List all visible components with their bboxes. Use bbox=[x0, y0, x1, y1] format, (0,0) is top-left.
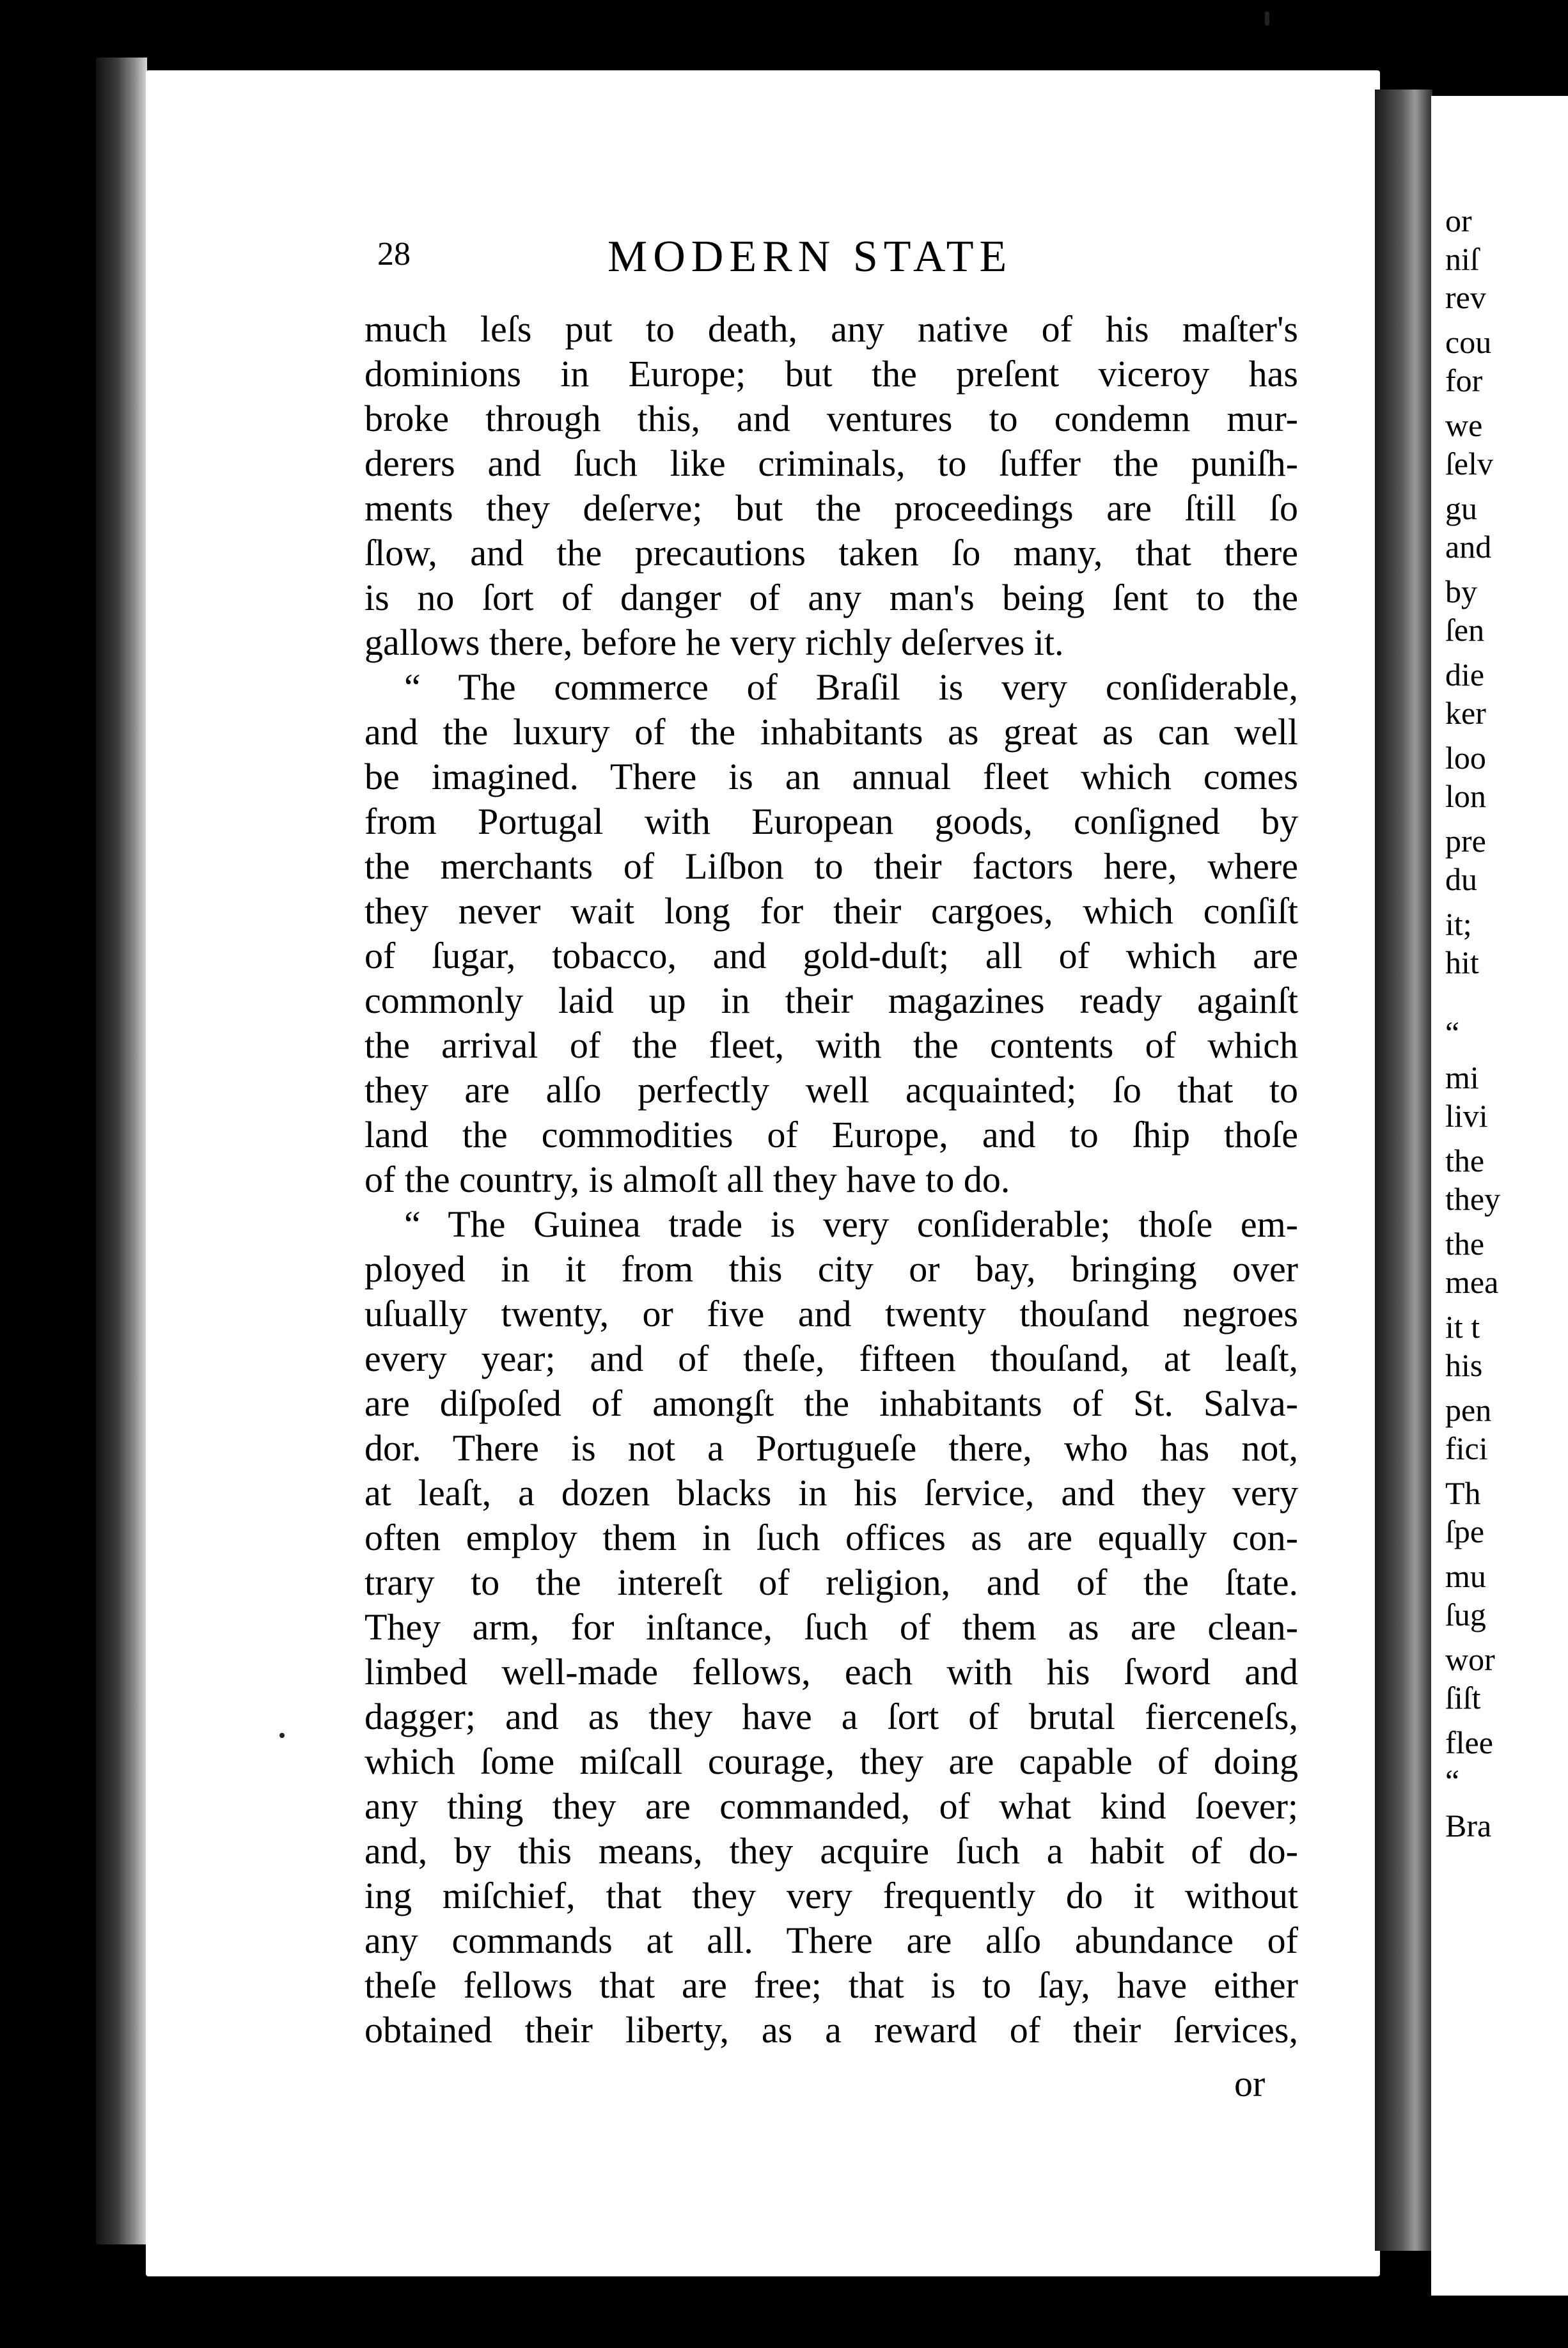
facing-page-fragment: they bbox=[1445, 1181, 1501, 1217]
text-line: and, by this means, they acquire ſuch a habit of do- bbox=[365, 1830, 1298, 1872]
text-line: any thing they are commanded, of what kind ſoever; bbox=[365, 1785, 1298, 1827]
facing-page-fragment: ſelv bbox=[1445, 446, 1493, 481]
text-line: any commands at all. There are alſo abundance of bbox=[365, 1920, 1298, 1961]
catchword: or bbox=[1234, 2063, 1266, 2104]
facing-page-fragment: and bbox=[1445, 529, 1492, 565]
facing-page-fragment: mi bbox=[1445, 1060, 1479, 1095]
text-line: ployed in it from this city or bay, bringing over bbox=[365, 1248, 1298, 1290]
text-line: derers and ſuch like criminals, to ſuffer the puniſh- bbox=[365, 442, 1298, 484]
running-head: MODERN STATE bbox=[608, 232, 1013, 281]
page-header bbox=[377, 232, 1094, 286]
facing-page-fragment: Th bbox=[1445, 1475, 1481, 1511]
text-line: gallows there, before he very richly deſerves it. bbox=[365, 622, 1064, 663]
text-line: from Portugal with European goods, conſigned by bbox=[365, 801, 1298, 842]
text-line: dor. There is not a Portugueſe there, who has not, bbox=[365, 1427, 1298, 1469]
facing-page-fragment: ſug bbox=[1445, 1597, 1486, 1632]
text-line: often employ them in ſuch offices as are equally con- bbox=[365, 1517, 1298, 1558]
text-line: theſe fellows that are free; that is to ſay, have either bbox=[365, 1964, 1298, 2006]
facing-page-fragment: “ bbox=[1445, 1015, 1460, 1051]
facing-page-fragment: fici bbox=[1445, 1430, 1488, 1466]
facing-page-fragment: flee bbox=[1445, 1725, 1493, 1760]
facing-page-fragment: the bbox=[1445, 1143, 1485, 1178]
text-line: of the country, is almoſt all they have to do. bbox=[365, 1159, 1010, 1200]
stray-mark bbox=[279, 1733, 285, 1738]
text-line: are diſpoſed of amongſt the inhabitants of St. Salva- bbox=[365, 1382, 1298, 1424]
facing-page-fragment: mea bbox=[1445, 1264, 1499, 1300]
page-gutter bbox=[1375, 90, 1432, 2251]
facing-page-fragment: loo bbox=[1445, 740, 1486, 776]
text-line: be imagined. There is an annual fleet which comes bbox=[365, 756, 1298, 797]
text-line: ments they deſerve; but the proceedings are ſtill ſo bbox=[365, 487, 1298, 529]
facing-page-fragment: cou bbox=[1445, 324, 1492, 360]
facing-page-fragment: we bbox=[1445, 407, 1483, 443]
text-line: broke through this, and ventures to condemn mur- bbox=[365, 398, 1298, 439]
facing-page-fragment: “ bbox=[1445, 1763, 1460, 1799]
text-line: ing miſchief, that they very frequently do it without bbox=[365, 1875, 1298, 1916]
facing-page-fragment: wor bbox=[1445, 1641, 1495, 1677]
text-line: land the commodities of Europe, and to ſhip thoſe bbox=[365, 1114, 1298, 1155]
text-line: dagger; and as they have a ſort of brutal fierceneſs, bbox=[365, 1696, 1298, 1737]
text-line: much leſs put to death, any native of his maſter's bbox=[365, 308, 1298, 350]
facing-page-fragment: lon bbox=[1445, 778, 1486, 814]
page-number: 28 bbox=[377, 236, 411, 272]
facing-page-fragment: ſpe bbox=[1445, 1514, 1485, 1549]
text-line: of ſugar, tobacco, and gold-duſt; all of which are bbox=[365, 935, 1298, 976]
body-text bbox=[365, 307, 1298, 2053]
text-line: which ſome miſcall courage, they are capable of doing bbox=[365, 1741, 1298, 1782]
facing-page-fragment: pen bbox=[1445, 1392, 1492, 1428]
text-line: the arrival of the fleet, with the contents of which bbox=[365, 1024, 1298, 1066]
text-line: they never wait long for their cargoes, which conſiſt bbox=[365, 890, 1298, 932]
facing-page-fragment: mu bbox=[1445, 1558, 1486, 1594]
facing-page-edge bbox=[1431, 96, 1568, 2296]
facing-page-fragment: the bbox=[1445, 1226, 1485, 1262]
facing-page-fragment: ſiſt bbox=[1445, 1680, 1481, 1716]
text-line: commonly laid up in their magazines ready againſt bbox=[365, 980, 1298, 1021]
facing-page-fragment: die bbox=[1445, 657, 1485, 693]
text-line: trary to the intereſt of religion, and of the ſtate. bbox=[365, 1561, 1298, 1603]
facing-page-fragment: it t bbox=[1445, 1309, 1480, 1345]
text-line: “ The Guinea trade is very conſiderable; thoſe em- bbox=[404, 1203, 1298, 1245]
facing-page-fragment: or bbox=[1445, 203, 1472, 239]
text-line: ſlow, and the precautions taken ſo many, that there bbox=[365, 532, 1298, 574]
facing-page-fragment: rev bbox=[1445, 279, 1486, 315]
facing-page-fragment: his bbox=[1445, 1347, 1483, 1383]
text-line: dominions in Europe; but the preſent viceroy has bbox=[365, 353, 1298, 395]
facing-page-fragment: it; bbox=[1445, 906, 1472, 942]
text-line: they are alſo perfectly well acquainted; ſo that to bbox=[365, 1069, 1298, 1111]
text-line: every year; and of theſe, fifteen thouſand, at leaſt, bbox=[365, 1338, 1298, 1379]
facing-page-fragment: for bbox=[1445, 363, 1483, 398]
facing-page-fragment: pre bbox=[1445, 823, 1486, 859]
text-line: limbed well-made fellows, each with his ſword and bbox=[365, 1651, 1298, 1693]
text-line: is no ſort of danger of any man's being ſent to the bbox=[365, 577, 1298, 618]
facing-page-fragment: livi bbox=[1445, 1098, 1488, 1134]
facing-page-fragment: niſ bbox=[1445, 241, 1479, 277]
book-binding-shadow bbox=[96, 58, 147, 2244]
stray-mark bbox=[1265, 12, 1269, 26]
text-line: the merchants of Liſbon to their factors here, where bbox=[365, 845, 1298, 887]
facing-page-fragment: gu bbox=[1445, 490, 1477, 526]
facing-page-fragment: du bbox=[1445, 861, 1477, 897]
text-line: “ The commerce of Braſil is very conſiderable, bbox=[404, 666, 1298, 708]
text-line: They arm, for inſtance, ſuch of them as are clean- bbox=[365, 1606, 1298, 1648]
facing-page-fragment: ſen bbox=[1445, 612, 1485, 648]
facing-page-fragment: hit bbox=[1445, 944, 1479, 980]
facing-page-fragment: ker bbox=[1445, 695, 1486, 731]
text-line: at leaſt, a dozen blacks in his ſervice, and they very bbox=[365, 1472, 1298, 1514]
text-line: uſually twenty, or five and twenty thouſand negroes bbox=[365, 1293, 1298, 1334]
facing-page-fragment: Bra bbox=[1445, 1808, 1492, 1843]
facing-page-fragment: by bbox=[1445, 574, 1477, 609]
text-line: obtained their liberty, as a reward of their ſervices, bbox=[365, 2009, 1298, 2051]
text-line: and the luxury of the inhabitants as great as can well bbox=[365, 711, 1298, 753]
